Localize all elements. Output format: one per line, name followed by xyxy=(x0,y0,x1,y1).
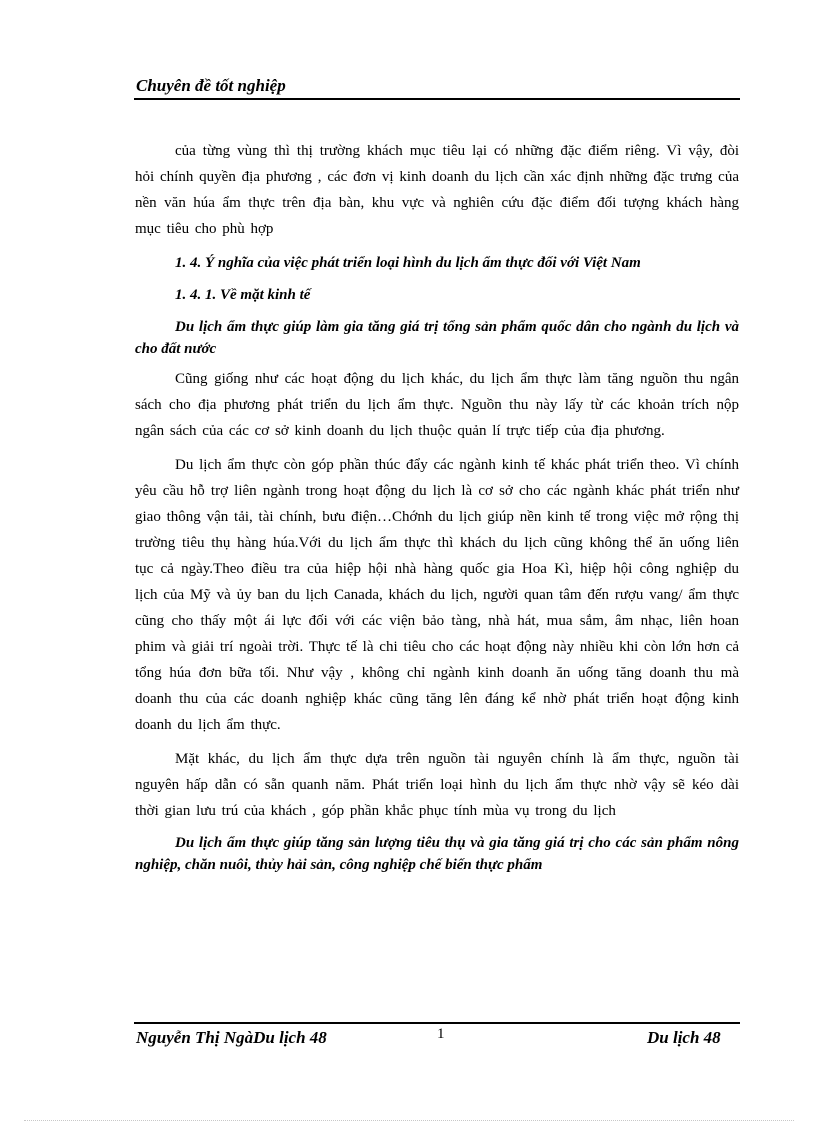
footer-right-label: Du lịch 48 xyxy=(647,1028,721,1047)
header-rule xyxy=(134,98,740,100)
header-title: Chuyên đề tốt nghiệp xyxy=(136,76,286,95)
document-body xyxy=(135,138,739,876)
paragraph-4: Mặt khác, du lịch ẩm thực dựa trên nguồn tài nguyên chính là ẩm thực, nguồn tài nguyên hấp dẫn có sẵn quanh năm. Phát triển loại hình du lịch ẩm thực nhờ vậy sẽ kéo dài thời gian lưu trú của khách , góp phần khắc phục tính mùa vụ trong du lịch xyxy=(135,751,739,819)
page-number: 1 xyxy=(437,1026,445,1042)
bold-italic-heading-1: Du lịch ẩm thực giúp làm gia tăng giá trị tổng sản phẩm quốc dân cho ngành du lịch và cho đất nước xyxy=(135,319,739,357)
section-heading-1-4: 1. 4. Ý nghĩa của việc phát triển loại hình du lịch ẩm thực đối với Việt Nam xyxy=(175,255,641,271)
bold-italic-heading-2: Du lịch ẩm thực giúp tăng sản lượng tiêu thụ và gia tăng giá trị cho các sản phẩm nông nghiệp, chăn nuôi, thủy hải sản, công nghiệp chế biến thực phẩm xyxy=(135,835,739,873)
paragraph-2: Cũng giống như các hoạt động du lịch khác, du lịch ẩm thực làm tăng nguồn thu ngân sách cho địa phương phát triển du lịch ẩm thực. Nguồn thu này lấy từ các khoản trích nộp ngân sách của các cơ sở kinh doanh du lịch thuộc quản lí trực tiếp của địa phương. xyxy=(135,371,739,439)
page-edge-dotted-line xyxy=(24,1120,794,1121)
paragraph-1: của từng vùng thì thị trường khách mục tiêu lại có những đặc điểm riêng. Vì vậy, đòi hỏi chính quyền địa phương , các đơn vị kinh doanh du lịch cần xác định những đặc trưng của nền văn húa ẩm thực trên địa bàn, khu vực và nghiên cứu đặc điểm đối tượng khách hàng mục tiêu cho phù hợp xyxy=(135,143,739,237)
footer-author: Nguyễn Thị NgàDu lịch 48 xyxy=(136,1028,327,1047)
section-heading-1-4-1: 1. 4. 1. Về mặt kinh tế xyxy=(175,287,311,303)
footer-rule xyxy=(134,1022,740,1024)
paragraph-3: Du lịch ẩm thực còn góp phần thúc đẩy các ngành kinh tế khác phát triển theo. Vì chính yêu cầu hỗ trợ liên ngành trong hoạt động du lịch là cơ sở cho các ngành khác phát triển như giao thông vận tải, tài chính, bưu điện…Chớnh du lịch giúp nền kinh tế trong việc mở rộng thị trường tiêu thụ hàng húa.Với du lịch ẩm thực thì khách du lịch cũng không thể ăn uống liên tục cả ngày.Theo điều tra của hiệp hội nhà hàng quốc gia Hoa Kì, hiệp hội công nghiệp du lịch của Mỹ và ủy ban du lịch Canada, khách du lịch, người quan tâm đến rượu vang/ ẩm thực cũng cho thấy một ái lực đối với các viện bảo tàng, nhà hát, mua sắm, âm nhạc, liên hoan phim và giải trí ngoài trời. Thực tế là chi tiêu cho các hoạt động này nhiều khi còn lớn hơn cả tổng húa đơn bữa tối. Như vậy , không chỉ ngành kinh doanh ăn uống tăng doanh thu mà doanh thu của các doanh nghiệp khác cũng tăng lên đáng kể nhờ phát triển hoạt động kinh doanh du lịch ẩm thực. xyxy=(135,457,739,733)
